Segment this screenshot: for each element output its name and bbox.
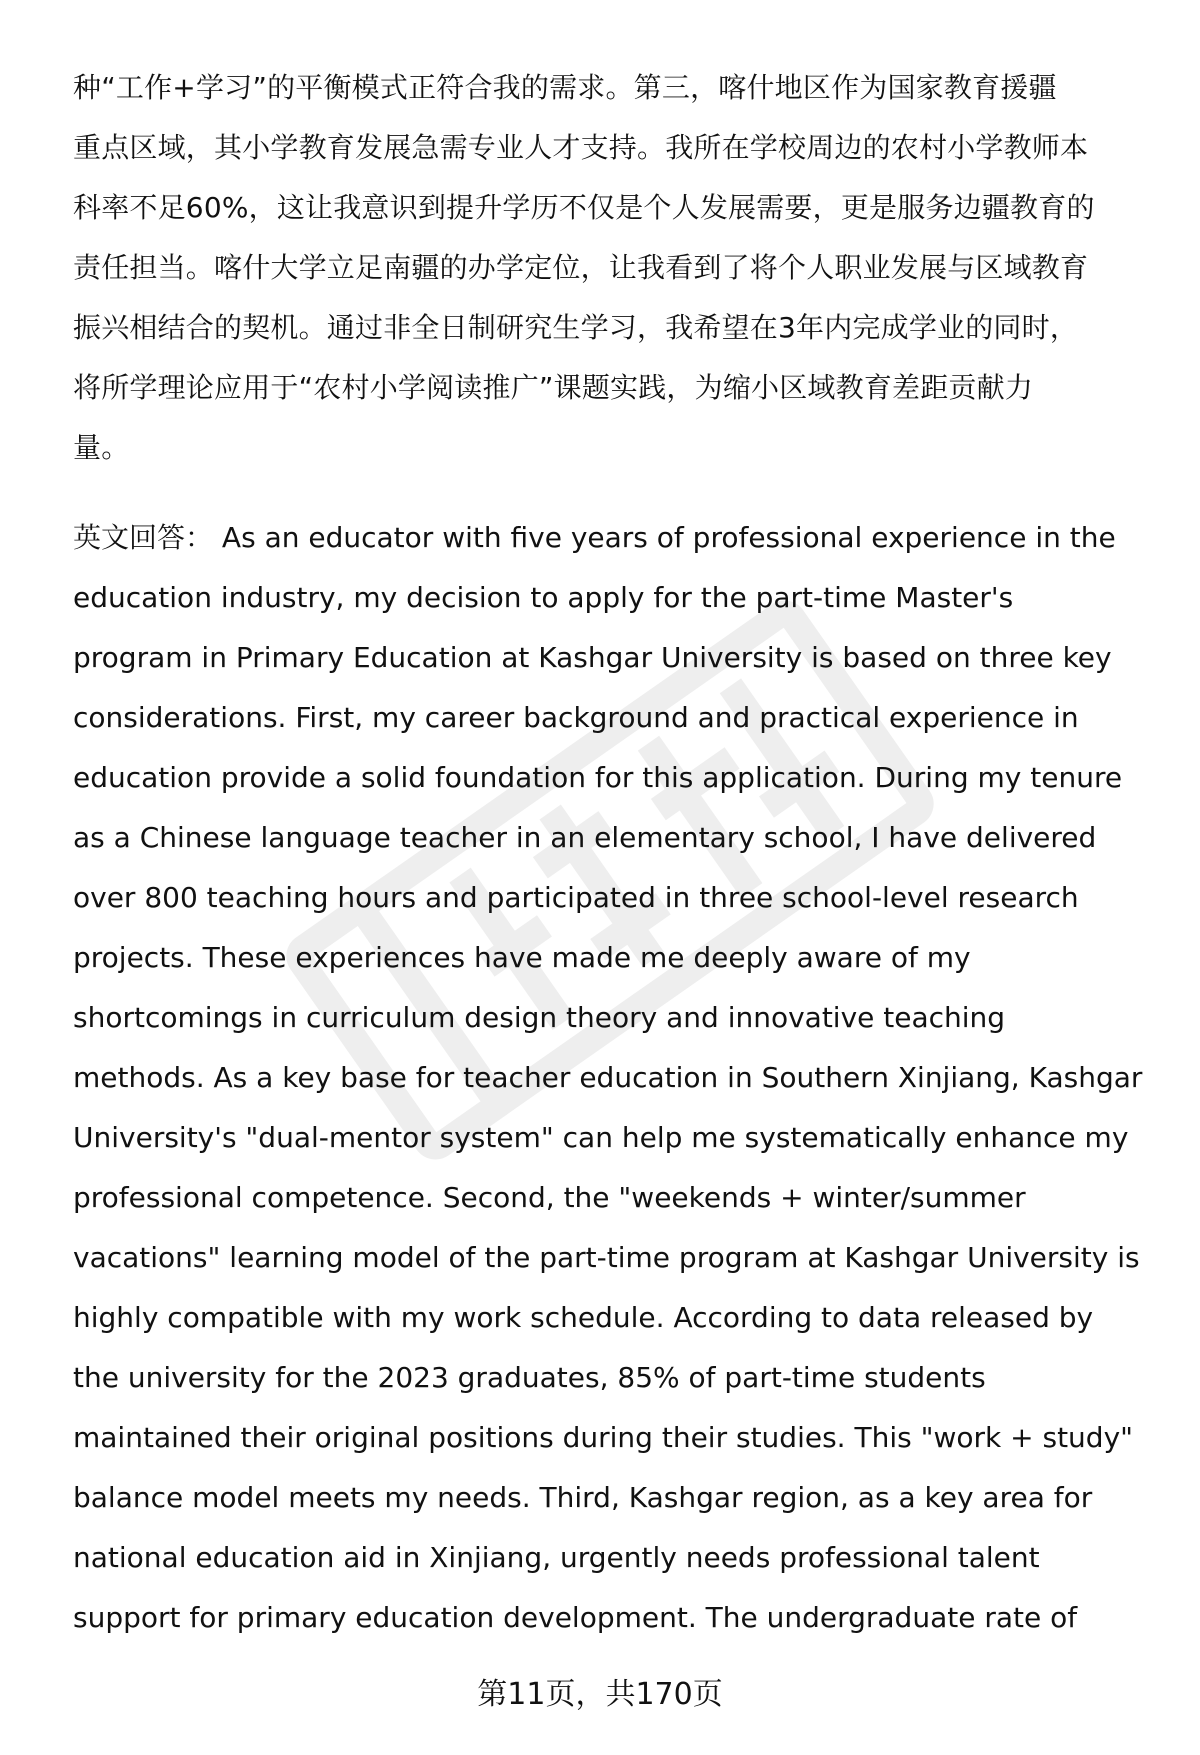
document-body	[73, 58, 1153, 1648]
en-line: maintained their original positions during their studies. This "work + study"	[73, 1421, 1134, 1454]
zh-line: 振兴相结合的契机。通过非全日制研究生学习，我希望在3年内完成学业的同时，	[73, 311, 1079, 344]
zh-line: 重点区域，其小学教育发展急需专业人才支持。我所在学校周边的农村小学教师本	[73, 131, 1089, 164]
en-line: vacations" learning model of the part-time program at Kashgar University is	[73, 1241, 1140, 1274]
en-line: education industry, my decision to apply for the part-time Master's	[73, 581, 1014, 614]
en-line: education provide a solid foundation for this application. During my tenure	[73, 761, 1123, 794]
en-line: As an educator with five years of professional experience in the	[221, 521, 1116, 554]
en-line: national education aid in Xinjiang, urgently needs professional talent	[73, 1541, 1040, 1574]
zh-line: 科率不足60%，这让我意识到提升学历不仅是个人发展需要，更是服务边疆教育的	[73, 191, 1095, 224]
zh-line: 量。	[73, 431, 130, 464]
en-line: support for primary education development. The undergraduate rate of	[73, 1601, 1078, 1634]
en-line: the university for the 2023 graduates, 85% of part-time students	[73, 1361, 986, 1394]
en-line: as a Chinese language teacher in an elementary school, I have delivered	[73, 821, 1097, 854]
en-line: highly compatible with my work schedule. According to data released by	[73, 1301, 1094, 1334]
en-line: projects. These experiences have made me deeply aware of my	[73, 941, 971, 974]
paragraph-gap	[73, 478, 1153, 508]
zh-line: 将所学理论应用于“农村小学阅读推广”课题实践，为缩小区域教育差距贡献力	[73, 371, 1034, 404]
en-line: program in Primary Education at Kashgar University is based on three key	[73, 641, 1112, 674]
en-line: considerations. First, my career background and practical experience in	[73, 701, 1079, 734]
en-line: balance model meets my needs. Third, Kashgar region, as a key area for	[73, 1481, 1093, 1514]
en-line: professional competence. Second, the "weekends + winter/summer	[73, 1181, 1026, 1214]
en-answer-label: 英文回答：	[73, 521, 214, 554]
en-first-line	[73, 508, 1153, 568]
en-line: shortcomings in curriculum design theory and innovative teaching	[73, 1001, 1006, 1034]
zh-line: 种“工作+学习”的平衡模式正符合我的需求。第三，喀什地区作为国家教育援疆	[73, 71, 1057, 104]
en-line: University's "dual-mentor system" can help me systematically enhance my	[73, 1121, 1129, 1154]
zh-line: 责任担当。喀什大学立足南疆的办学定位，让我看到了将个人职业发展与区域教育	[73, 251, 1089, 284]
page-number-footer: 第11页，共170页	[477, 1677, 723, 1712]
en-line: over 800 teaching hours and participated in three school-level research	[73, 881, 1079, 914]
en-line: methods. As a key base for teacher education in Southern Xinjiang, Kashgar	[73, 1061, 1143, 1094]
